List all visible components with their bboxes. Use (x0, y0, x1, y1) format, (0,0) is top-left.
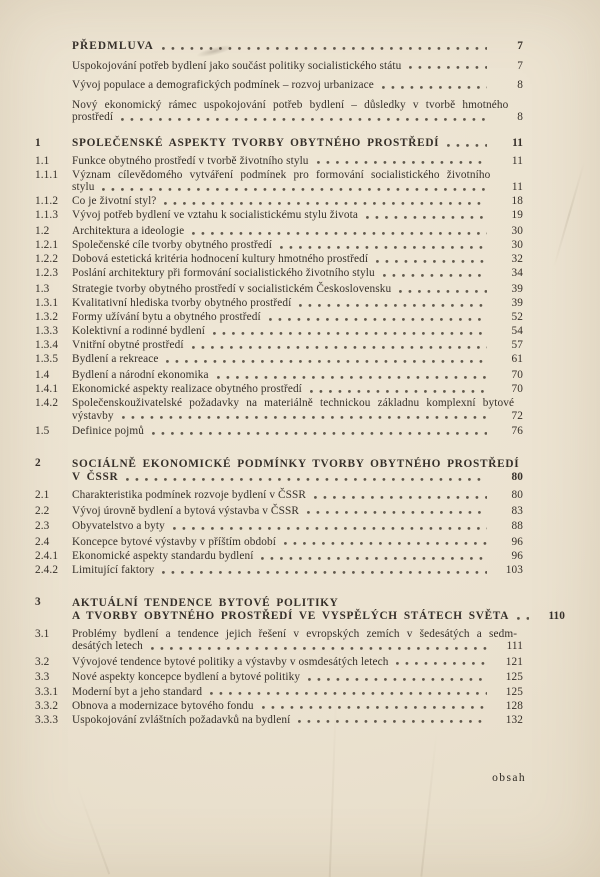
toc-entry (35, 60, 523, 73)
entry-title: Architektura a ideologie (72, 225, 185, 238)
toc-entry (35, 325, 523, 338)
entry-page-number: 19 (511, 209, 523, 222)
entry-title: Dobová estetická kritéria hodnocení kultury hmotného prostředí (72, 253, 369, 266)
entry-page-number: 61 (511, 353, 523, 366)
toc-entry (35, 353, 523, 366)
toc-entry (35, 339, 523, 352)
page-footer-label: obsah (492, 772, 526, 784)
entry-title: Uspokojování zvláštních požadavků na bydlení (72, 713, 291, 726)
entry-page-number: 30 (511, 239, 523, 252)
entry-title-block (72, 457, 523, 484)
entry-number: 1.3.1 (35, 297, 59, 309)
entry-title-block (72, 60, 523, 73)
entry-title-block (72, 564, 523, 577)
entry-title-block (72, 550, 523, 563)
entry-title-line: Společenskouživatelské požadavky na materiálně technickou základnu komplexní bytové (72, 397, 515, 410)
entry-page-number: 103 (505, 564, 523, 576)
entry-title-block (72, 297, 523, 310)
dot-leader (409, 66, 487, 69)
dot-leader (399, 290, 487, 293)
dot-leader (382, 86, 487, 89)
entry-number: 1 (35, 136, 41, 149)
entry-title: prostředí (72, 111, 114, 124)
entry-number: 1.4.2 (35, 397, 59, 410)
entry-title-block (72, 339, 523, 352)
entry-title-block (72, 353, 523, 366)
dot-leader (164, 202, 487, 205)
toc-entry (35, 536, 523, 549)
entry-page-number: 70 (511, 368, 523, 381)
dot-leader (126, 478, 487, 481)
entry-title-block (72, 225, 523, 238)
toc-entry (35, 656, 523, 669)
entry-title-block (72, 369, 523, 382)
toc-entry (35, 239, 523, 252)
toc-entry (35, 520, 523, 533)
entry-number: 1.1.3 (35, 209, 59, 222)
entry-title-block (72, 239, 523, 252)
dot-leader (162, 47, 487, 50)
entry-page-number: 7 (517, 59, 523, 72)
entry-page-number: 80 (511, 489, 523, 502)
entry-title: Bydlení a národní ekonomika (72, 368, 209, 381)
dot-leader (299, 304, 487, 307)
entry-number (35, 40, 72, 53)
entry-number: 2.3 (35, 520, 50, 533)
entry-title: Nové aspekty koncepce bydlení a bytové politiky (72, 671, 301, 684)
entry-title-block (72, 311, 523, 324)
entry-page-number: 96 (511, 549, 523, 562)
entry-title: Moderní byt a jeho standard (72, 685, 203, 698)
entry-title-block (72, 397, 523, 422)
toc-entry (35, 700, 523, 713)
entry-number: 1.3.2 (35, 311, 59, 324)
entry-title-line: Nový ekonomický rámec uspokojování potřeb bydlení – důsledky v tvorbě hmotného (72, 98, 509, 111)
dot-leader (280, 246, 487, 249)
entry-page-number: 125 (505, 685, 523, 698)
dot-leader (213, 332, 487, 335)
entry-page-number: 18 (511, 195, 523, 208)
entry-number: 1.2.2 (35, 253, 59, 266)
entry-title-line: Problémy bydlení a tendence jejich řešení v evropských zemích v šedesátých a sedm- (72, 627, 518, 640)
dot-leader (307, 511, 487, 514)
entry-page-number: 111 (506, 640, 523, 653)
entry-number: 1.1 (35, 154, 50, 167)
toc-entry (35, 99, 523, 124)
entry-title-block (72, 686, 523, 699)
entry-title-block (72, 700, 523, 713)
toc-entry (35, 425, 523, 438)
entry-title: A TVORBY OBYTNÉHO PROSTŘEDÍ VE VYSPĚLÝCH STÁTECH SVĚTA (72, 610, 510, 623)
toc-entry (35, 195, 523, 208)
entry-title: SPOLEČENSKÉ ASPEKTY TVORBY OBYTNÉHO PROSTŘEDÍ (72, 136, 440, 149)
entry-page-number: 110 (548, 610, 566, 623)
entry-number: 1.3 (35, 282, 50, 295)
entry-title-block (72, 137, 523, 150)
entry-number: 1.2.3 (35, 267, 59, 280)
dot-leader (269, 318, 487, 321)
entry-title-block (72, 628, 523, 653)
entry-number: 1.2.1 (35, 239, 59, 252)
entry-number: 1.4.1 (35, 383, 59, 396)
toc-entry (35, 714, 523, 727)
entry-page-number: 96 (511, 535, 523, 548)
dot-leader (383, 274, 487, 277)
dot-leader (192, 232, 487, 235)
entry-title: desátých letech (72, 640, 143, 653)
toc-entry (35, 505, 523, 518)
entry-page-number: 32 (511, 253, 523, 266)
entry-number: 3.2 (35, 655, 50, 668)
entry-page-number: 128 (505, 699, 523, 712)
dot-leader (151, 647, 487, 650)
table-of-contents (0, 40, 600, 728)
entry-number: 1.3.4 (35, 339, 59, 352)
toc-entry (35, 283, 523, 296)
entry-title: PŘEDMLUVA (72, 40, 154, 52)
entry-title: V ČSSR (72, 471, 119, 484)
crease-mark (76, 785, 110, 875)
entry-page-number: 121 (505, 655, 523, 668)
entry-number: 1.1.1 (35, 168, 59, 181)
entry-page-number: 11 (512, 136, 523, 149)
entry-title-block (72, 99, 523, 124)
entry-title-block (72, 536, 523, 549)
entry-title: Obnova a modernizace bytového fondu (72, 699, 254, 712)
entry-title-block (72, 489, 523, 502)
entry-title: Formy užívání bytu a obytného prostředí (72, 311, 261, 324)
dot-leader (210, 692, 487, 695)
dot-leader (396, 662, 487, 665)
entry-title-block (72, 267, 523, 280)
dot-leader (217, 376, 487, 379)
toc-entry (35, 550, 523, 563)
entry-number: 1.4 (35, 368, 50, 381)
entry-page-number: 70 (511, 383, 523, 396)
entry-number: 2.4 (35, 535, 50, 548)
toc-entry (35, 297, 523, 310)
entry-title: Vývoj úrovně bydlení a bytová výstavba v ČSSR (72, 504, 299, 517)
entry-number: 1.3.3 (35, 325, 59, 338)
entry-title-block (72, 325, 523, 338)
entry-title-block (72, 596, 566, 623)
entry-title-line: SOCIÁLNĚ EKONOMICKÉ PODMÍNKY TVORBY OBYTNÉHO PROSTŘEDÍ (72, 457, 520, 470)
entry-title: Limitující faktory (72, 564, 155, 576)
toc-entry (35, 457, 523, 484)
entry-title-block (72, 520, 523, 533)
toc-entry (35, 169, 523, 194)
toc-entry (35, 628, 523, 653)
entry-page-number: 8 (517, 111, 523, 124)
entry-title: Vývoj potřeb bydlení ve vztahu k socialistickému stylu života (72, 209, 358, 222)
dot-leader (308, 678, 487, 681)
entry-number: 3.3.2 (35, 699, 59, 712)
dot-leader (102, 188, 487, 191)
toc-entry (35, 489, 523, 502)
entry-number: 2 (35, 456, 41, 469)
entry-title: Bydlení a rekreace (72, 353, 159, 366)
entry-number: 2.4.2 (35, 564, 59, 576)
entry-title: Společenské cíle tvorby obytného prostředí (72, 239, 272, 252)
dot-leader (173, 527, 487, 530)
entry-number: 1.1.2 (35, 195, 59, 208)
entry-number: 3 (35, 595, 41, 608)
toc-entry (35, 253, 523, 266)
dot-leader (317, 161, 487, 164)
entry-page-number: 30 (511, 225, 523, 238)
toc-entry (35, 40, 523, 53)
entry-page-number: 11 (511, 154, 523, 167)
entry-number: 1.3.5 (35, 353, 59, 366)
entry-title: Vnitřní obytné prostředí (72, 339, 184, 352)
entry-number: 1.2 (35, 225, 50, 238)
entry-number (35, 60, 72, 73)
entry-title: Definice pojmů (72, 425, 144, 438)
entry-title-block (72, 505, 523, 518)
toc-entry (35, 267, 523, 280)
dot-leader (447, 144, 487, 147)
entry-number: 3.3.1 (35, 685, 59, 698)
toc-entry (35, 311, 523, 324)
entry-title: Kvalitativní hlediska tvorby obytného prostředí (72, 297, 292, 309)
entry-number: 2.1 (35, 489, 50, 502)
entry-title-block (72, 169, 523, 194)
toc-entry (35, 79, 523, 92)
dot-leader (517, 617, 529, 620)
entry-title-block (72, 656, 523, 669)
entry-title-line: AKTUÁLNÍ TENDENCE BYTOVÉ POLITIKY (72, 596, 339, 609)
entry-number: 3.3 (35, 671, 50, 684)
entry-title-block (72, 40, 523, 53)
entry-title-block (72, 195, 523, 208)
entry-title: Vývoj populace a demografických podmínek – rozvoj urbanizace (72, 79, 374, 92)
entry-title-block (72, 253, 523, 266)
entry-title-block (72, 671, 523, 684)
toc-entry (35, 155, 523, 168)
entry-title: Ekonomické aspekty standardu bydlení (72, 549, 254, 562)
entry-page-number: 83 (511, 504, 523, 517)
entry-title: Funkce obytného prostředí v tvorbě životního stylu (72, 154, 309, 167)
crease-mark (420, 730, 437, 876)
entry-page-number: 7 (517, 40, 523, 52)
dot-leader (366, 216, 487, 219)
entry-title: Strategie tvorby obytného prostředí v socialistickém Československu (72, 282, 392, 295)
entry-title: Koncepce bytové výstavby v příštím období (72, 535, 276, 548)
entry-number: 2.4.1 (35, 549, 59, 562)
entry-title: Charakteristika podmínek rozvoje bydlení v ČSSR (72, 489, 307, 502)
entry-number: 1.5 (35, 425, 50, 438)
toc-entry (35, 369, 523, 382)
entry-number: 2.2 (35, 504, 50, 517)
entry-title: Vývojové tendence bytové politiky a výstavby v osmdesátých letech (72, 655, 389, 668)
entry-title-block (72, 209, 523, 222)
entry-page-number: 34 (511, 267, 523, 280)
entry-page-number: 39 (511, 282, 523, 295)
dot-leader (314, 496, 487, 499)
dot-leader (122, 416, 487, 419)
toc-entry (35, 137, 523, 150)
toc-entry (35, 225, 523, 238)
toc-entry (35, 397, 523, 422)
entry-page-number: 11 (511, 181, 523, 194)
entry-title-block (72, 155, 523, 168)
entry-number (35, 79, 72, 92)
entry-page-number: 54 (511, 325, 523, 338)
dot-leader (121, 118, 487, 121)
entry-page-number: 57 (511, 339, 523, 352)
entry-title: Uspokojování potřeb bydlení jako součást politiky socialistického státu (72, 59, 402, 72)
entry-title: výstavby (72, 409, 114, 422)
entry-page-number: 39 (511, 297, 523, 309)
entry-page-number: 88 (511, 520, 523, 533)
toc-entry (35, 686, 523, 699)
entry-title: Ekonomické aspekty realizace obytného prostředí (72, 383, 302, 396)
toc-entry (35, 209, 523, 222)
entry-title: Co je životní styl? (72, 195, 157, 208)
entry-title: Obyvatelstvo a byty (72, 520, 165, 533)
entry-title-block (72, 79, 523, 92)
toc-entry (35, 671, 523, 684)
dot-leader (376, 260, 487, 263)
entry-title-line: Význam cílevědomého vytváření podmínek pro formování socialistického životního (72, 168, 491, 181)
dot-leader (262, 706, 487, 709)
toc-entry (35, 595, 566, 623)
dot-leader (192, 346, 487, 349)
toc-entry (35, 383, 523, 396)
entry-page-number: 72 (511, 409, 523, 422)
dot-leader (162, 571, 487, 574)
dot-leader (166, 360, 487, 363)
entry-page-number: 80 (511, 471, 523, 484)
entry-title-block (72, 714, 523, 727)
dot-leader (152, 432, 487, 435)
entry-number: 3.1 (35, 627, 50, 640)
entry-title: Poslání architektury při formování socialistického životního stylu (72, 267, 375, 280)
entry-title-block (72, 383, 523, 396)
dot-leader (298, 720, 487, 723)
dot-leader (261, 557, 487, 560)
dot-leader (284, 542, 487, 545)
entry-title-block (72, 283, 523, 296)
entry-title: Kolektivní a rodinné bydlení (72, 325, 206, 338)
entry-number (35, 99, 72, 124)
entry-title: stylu (72, 181, 95, 194)
entry-page-number: 52 (511, 311, 523, 324)
entry-page-number: 76 (511, 425, 523, 438)
dot-leader (310, 390, 487, 393)
toc-entry (35, 564, 523, 577)
entry-title-block (72, 425, 523, 438)
entry-page-number: 125 (505, 671, 523, 684)
entry-page-number: 132 (505, 713, 523, 726)
entry-number: 3.3.3 (35, 713, 59, 726)
entry-page-number: 8 (517, 79, 523, 92)
